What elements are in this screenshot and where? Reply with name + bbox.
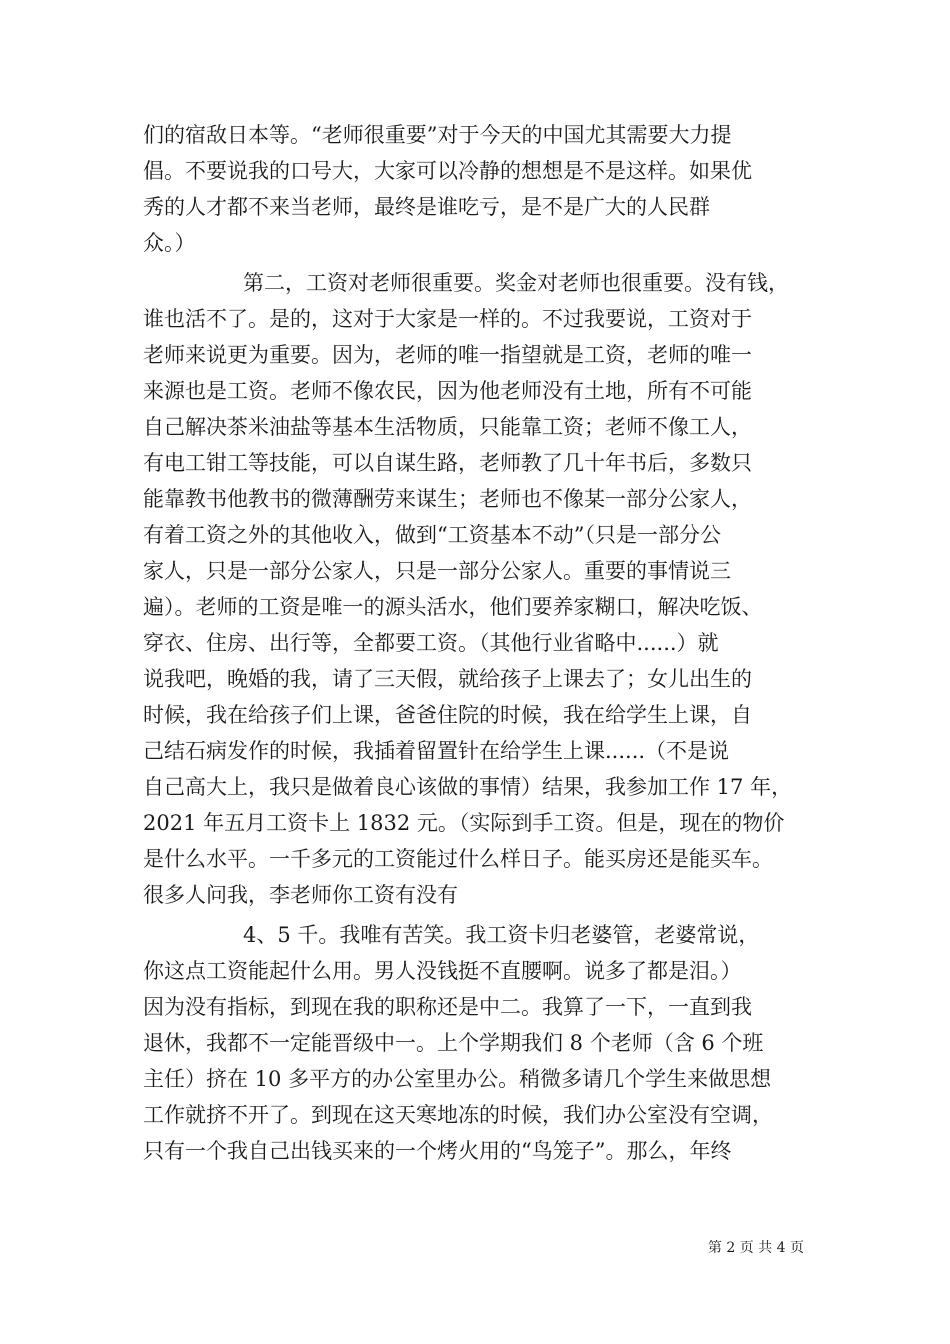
text-line: 众。） xyxy=(143,231,196,255)
paragraph-start-line: 第二，工资对老师很重要。奖金对老师也很重要。没有钱， xyxy=(243,271,789,295)
text-line: 来源也是工资。老师不像农民，因为他老师没有土地，所有不可能 xyxy=(143,379,752,403)
page-number-footer: 第 2 页 共 4 页 xyxy=(707,1240,804,1256)
text-line: 是什么水平。一千多元的工资能过什么样日子。能买房还是能买车。 xyxy=(143,847,773,871)
text-line: 遍）。老师的工资是唯一的源头活水，他们要养家糊口，解决吃饭、 xyxy=(143,595,763,619)
text-line: 很多人问我，李老师你工资有没有 xyxy=(143,883,458,907)
text-line: 有电工钳工等技能，可以自谋生路，老师教了几十年书后，多数只 xyxy=(143,451,752,475)
text-line: 有着工资之外的其他收入，做到“工资基本不动”（只是一部分公 xyxy=(143,523,721,547)
text-line: 工作就挤不开了。到现在这天寒地冻的时候，我们办公室没有空调， xyxy=(143,1103,773,1127)
text-line: 时候，我在给孩子们上课，爸爸住院的时候，我在给学生上课，自 xyxy=(143,703,752,727)
text-line: 家人，只是一部分公家人，只是一部分公家人。重要的事情说三 xyxy=(143,559,731,583)
text-line: 主任）挤在 10 多平方的办公室里办公。稍微多请几个学生来做思想 xyxy=(143,1067,772,1091)
text-line: 己结石病发作的时候，我插着留置针在给学生上课......（不是说 xyxy=(143,739,730,763)
text-line: 倡。不要说我的口号大，大家可以冷静的想想是不是这样。如果优 xyxy=(143,159,752,183)
text-line: 2021 年五月工资卡上 1832 元。（实际到手工资。但是，现在的物价 xyxy=(143,811,785,835)
text-line: 穿衣、住房、出行等，全都要工资。（其他行业省略中......）就 xyxy=(143,631,719,655)
text-line: 自己解决茶米油盐等基本生活物质，只能靠工资；老师不像工人， xyxy=(143,415,752,439)
text-line: 自己高大上，我只是做着良心该做的事情）结果，我参加工作 17 年， xyxy=(143,775,793,799)
paragraph-start-line: 4、5 千。我唯有苦笑。我工资卡归老婆管，老婆常说， xyxy=(243,923,760,947)
text-line: 退休，我都不一定能晋级中一。上个学期我们 8 个老师（含 6 个班 xyxy=(143,1031,764,1055)
text-line: 老师来说更为重要。因为，老师的唯一指望就是工资，老师的唯一 xyxy=(143,343,752,367)
text-line: 秀的人才都不来当老师，最终是谁吃亏，是不是广大的人民群 xyxy=(143,195,710,219)
text-line: 说我吧，晚婚的我，请了三天假，就给孩子上课去了；女儿出生的 xyxy=(143,667,752,691)
text-line: 能靠教书他教书的微薄酬劳来谋生；老师也不像某一部分公家人， xyxy=(143,487,752,511)
text-line: 因为没有指标，到现在我的职称还是中二。我算了一下，一直到我 xyxy=(143,995,752,1019)
text-line: 谁也活不了。是的，这对于大家是一样的。不过我要说，工资对于 xyxy=(143,307,752,331)
body-text xyxy=(143,117,833,1169)
text-line: 只有一个我自己出钱买来的一个烤火用的“鸟笼子”。那么，年终 xyxy=(143,1139,732,1163)
text-line: 你这点工资能起什么用。男人没钱挺不直腰啊。说多了都是泪。） xyxy=(143,959,742,983)
text-line: 们的宿敌日本等。“老师很重要”对于今天的中国尤其需要大力提 xyxy=(143,123,732,147)
